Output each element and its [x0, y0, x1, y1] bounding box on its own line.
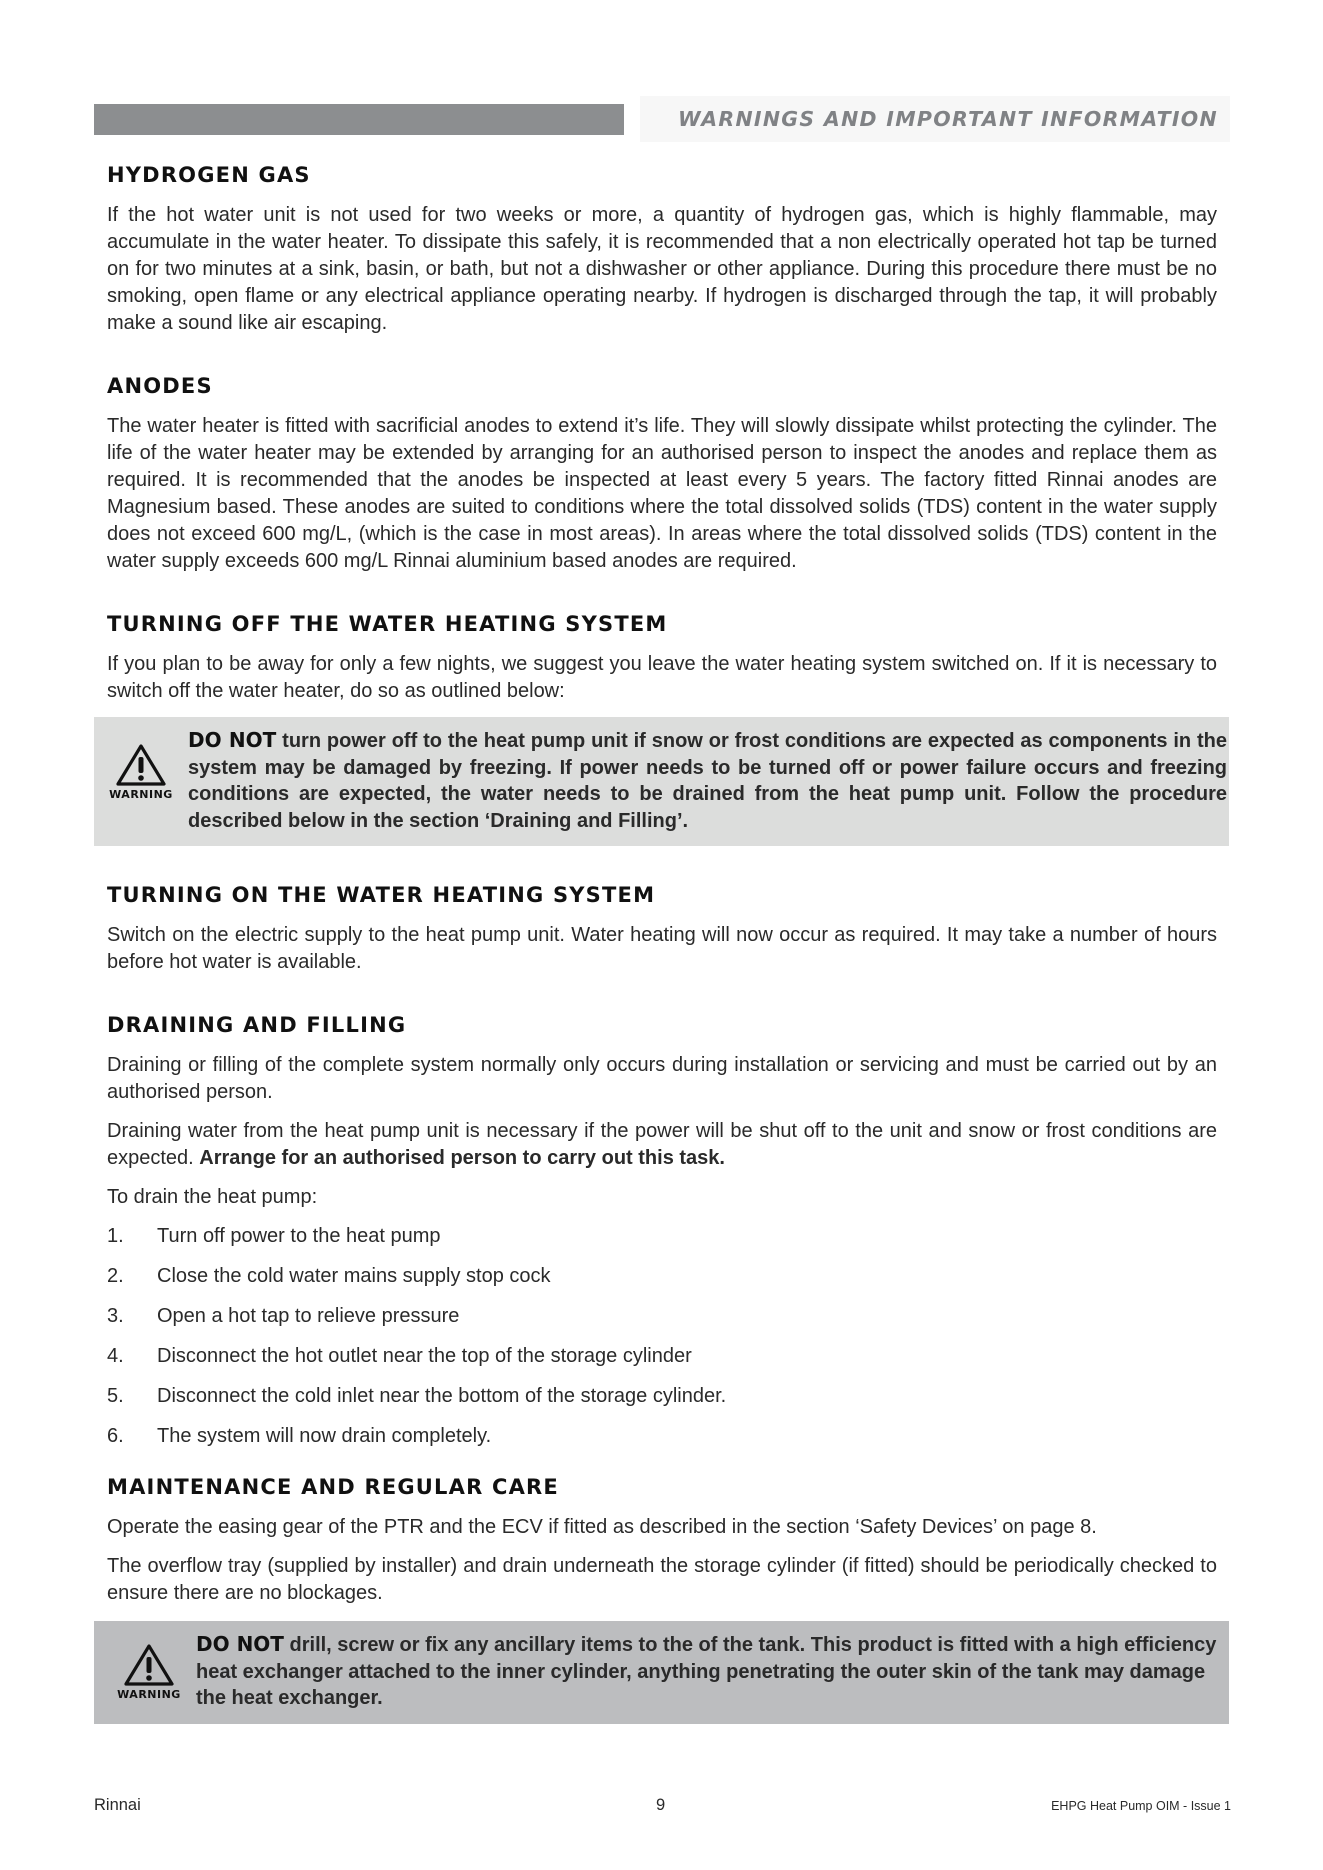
section-paragraph: If the hot water unit is not used for two weeks or more, a quantity of hydrogen gas, which is highly flammable, may accumulate in the water heater. To dissipate this safely, it is recommended that a non electrically operated hot tap be turned on for two minutes at a sink, basin, or bath, but not a dishwasher or other appliance. During this procedure there must be no smoking, open flame or any electrical appliance operating nearby. If hydrogen is discharged through the tap, it will probably make a sound like air escaping. [107, 204, 1217, 334]
section-heading: HYDROGEN GAS [107, 163, 311, 187]
list-item-number: 1. [107, 1225, 124, 1247]
main-content [107, 160, 1227, 1758]
steps-intro: To drain the heat pump: [107, 1186, 318, 1208]
list-item-number: 3. [107, 1305, 124, 1327]
section-anodes [107, 371, 1217, 575]
warning-box-drilling [94, 1621, 1229, 1724]
drain-steps-list [107, 1223, 1217, 1450]
section-paragraph: If you plan to be away for only a few nights, we suggest you leave the water heating system switched on. If it is necessary to switch off the water heater, do so as outlined below: [107, 653, 1217, 702]
warning-text [196, 1631, 1229, 1712]
section-heading: TURNING OFF THE WATER HEATING SYSTEM [107, 612, 668, 636]
warning-body: drill, screw or fix any ancillary items to the of the tank. This product is fitted with a high efficiency heat exchanger attached to the inner cylinder, anything penetrating the outer skin of the tank may damage the heat exchanger. [196, 1634, 1217, 1709]
section-heading: ANODES [107, 374, 213, 398]
list-item-number: 2. [107, 1265, 124, 1287]
section-draining-filling [107, 1010, 1217, 1450]
section-hydrogen-gas [107, 160, 1217, 337]
list-item-text: Disconnect the cold inlet near the bottom of the storage cylinder. [157, 1385, 727, 1407]
list-item-number: 5. [107, 1385, 124, 1407]
list-item-text: The system will now drain completely. [157, 1425, 492, 1447]
footer-page-number: 9 [656, 1796, 666, 1814]
warning-lead: DO NOT [196, 1632, 284, 1656]
list-item-number: 4. [107, 1345, 124, 1367]
section-heading: MAINTENANCE AND REGULAR CARE [107, 1475, 559, 1499]
section-turning-off [107, 609, 1217, 705]
section-heading: TURNING ON THE WATER HEATING SYSTEM [107, 883, 656, 907]
section-paragraph: Operate the easing gear of the PTR and the ECV if fitted as described in the section ‘Safety Devices’ on page 8. [107, 1516, 1097, 1538]
section-paragraph: The water heater is fitted with sacrificial anodes to extend it’s life. They will slowly dissipate whilst protecting the cylinder. The life of the water heater may be extended by arranging for an authorised person to inspect the anodes and replace them as required. It is recommended that the anodes be inspected at least every 5 years. The factory fitted Rinnai anodes are Magnesium based. These anodes are suited to conditions where the total dissolved solids (TDS) content in the water supply does not exceed 600 mg/L, (which is the case in most areas). In areas where the total dissolved solids (TDS) content in the water supply exceeds 600 mg/L Rinnai aluminium based anodes are required. [107, 415, 1217, 572]
page-header-title: WARNINGS AND IMPORTANT INFORMATION [640, 96, 1230, 142]
warning-lead: DO NOT [188, 728, 277, 752]
section-heading: DRAINING AND FILLING [107, 1013, 407, 1037]
list-item [107, 1383, 1217, 1410]
list-item-text: Open a hot tap to relieve pressure [157, 1305, 460, 1327]
section-paragraph: The overflow tray (supplied by installer) and drain underneath the storage cylinder (if fitted) should be periodically checked to ensure there are no blockages. [107, 1555, 1217, 1604]
section-paragraph: Draining or filling of the complete system normally only occurs during installation or servicing and must be carried out by an authorised person. [107, 1054, 1217, 1103]
section-paragraph [107, 1118, 1217, 1172]
list-item [107, 1303, 1217, 1330]
warning-icon-block [102, 1631, 196, 1701]
warning-text [188, 727, 1229, 834]
footer-doc-id: EHPG Heat Pump OIM - Issue 1 [1051, 1799, 1231, 1813]
warning-triangle-icon [123, 1643, 175, 1687]
paragraph-bold-text: Arrange for an authorised person to carry out this task. [199, 1147, 725, 1169]
section-turning-on [107, 880, 1217, 976]
warning-box-freezing [94, 717, 1229, 846]
warning-icon-label: WARNING [117, 1688, 181, 1701]
list-item [107, 1263, 1217, 1290]
list-item [107, 1423, 1217, 1450]
list-item [107, 1223, 1217, 1250]
list-item-number: 6. [107, 1425, 124, 1447]
list-item-text: Turn off power to the heat pump [157, 1225, 441, 1247]
section-paragraph: Switch on the electric supply to the heat pump unit. Water heating will now occur as required. It may take a number of hours before hot water is available. [107, 924, 1217, 973]
warning-icon-label: WARNING [109, 788, 173, 801]
footer-brand: Rinnai [94, 1796, 141, 1814]
warning-body: turn power off to the heat pump unit if snow or frost conditions are expected as components in the system may be damaged by freezing. If power needs to be turned off or power failure occurs and freezing conditions are expected, the water needs to be drained from the heat pump unit. Follow the procedure described below in the section ‘Draining and Filling’. [188, 730, 1227, 832]
list-item-text: Disconnect the hot outlet near the top of the storage cylinder [157, 1345, 692, 1367]
list-item [107, 1343, 1217, 1370]
header-bar [94, 104, 624, 135]
warning-triangle-icon [115, 743, 167, 787]
warning-icon-block [94, 727, 188, 801]
paragraph-text: Draining water from the heat pump unit is necessary if the power will be shut off to the unit and snow or frost conditions are expected. [107, 1120, 1217, 1169]
section-maintenance [107, 1472, 1217, 1607]
list-item-text: Close the cold water mains supply stop cock [157, 1265, 551, 1287]
